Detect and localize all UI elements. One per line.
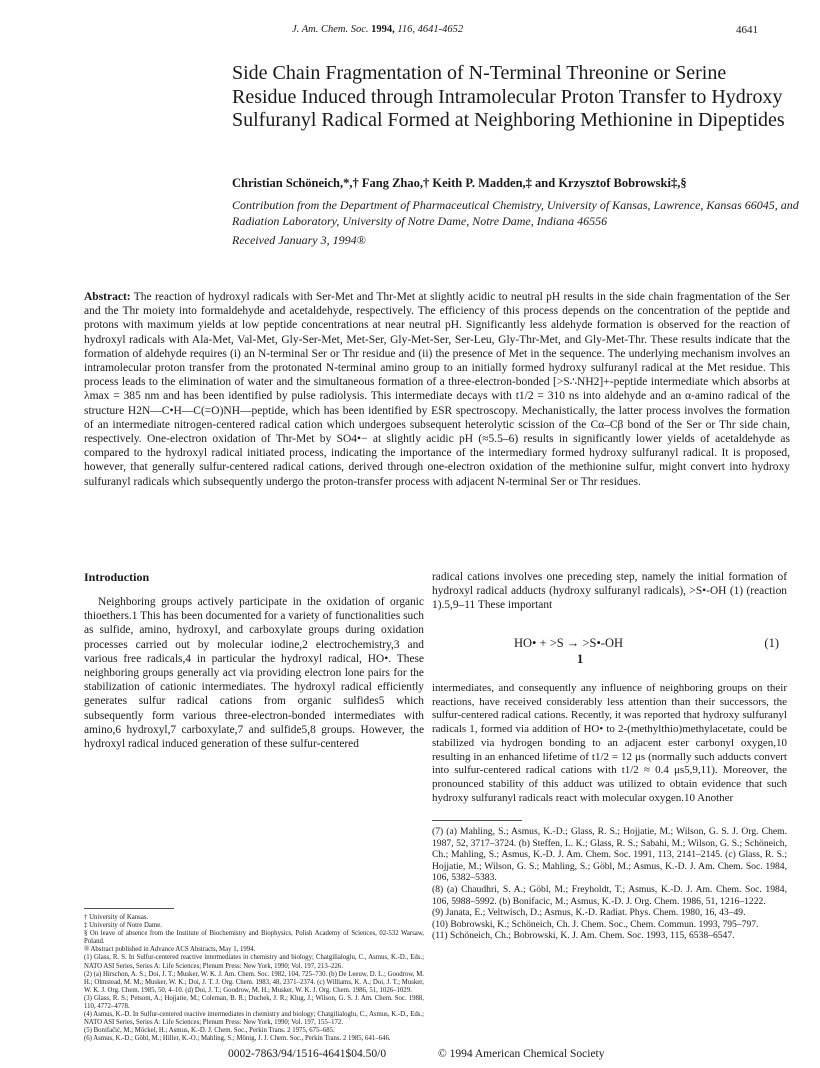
copyright-notice: © 1994 American Chemical Society bbox=[438, 1048, 605, 1060]
article-affiliation: Contribution from the Department of Pharmaceutical Chemistry, University of Kansas, Lawrence, Kansas 66045, and Radiation Laboratory, University of Notre Dame, Notre Dame, Indiana 46556 bbox=[232, 198, 799, 228]
footnote: (5) Bonifačić, M.; Möckel, H.; Asmus, K.-D. J. Chem. Soc., Perkin Trans. 2 1975, 675–685. bbox=[84, 1027, 335, 1035]
section-heading-introduction: Introduction bbox=[84, 570, 150, 584]
abstract-label: Abstract: bbox=[84, 291, 131, 303]
footnote: (1) Glass, R. S. In Sulfur-centered reactive intermediates in chemistry and biology; Chatgilialoglu, C., Asmus, K.-D., Eds.; NATO ASI Series, Series A: Life Sciences; Plenum Press: New York, 1990; Vol. 197, 213–226. bbox=[84, 954, 424, 970]
footnote: (4) Asmus, K.-D. In Sulfur-centered reactive intermediates in chemistry and biology; Chatgilialoglu, C., Asmus, K.-D., Eds.; NATO ASI Series, Series A: Life Sciences; Plenum Press: New York, 1990; Vol. 197, 155–172. bbox=[84, 1011, 424, 1027]
equation-number: (1) bbox=[764, 636, 779, 650]
footnote: (11) Schöneich, Ch.; Bobrowski, K. J. Am. Chem. Soc. 1993, 115, 6538–6547. bbox=[432, 930, 735, 942]
footnotes-left bbox=[84, 914, 424, 1044]
journal-year: 1994, bbox=[371, 24, 395, 35]
footnote: (2) (a) Hirschon, A. S.; Doi, J. T.; Musker, W. K. J. Am. Chem. Soc. 1982, 104, 725–730. (b) De Leeuw, D. L.; Goodrow, M. H.; Olmstead, M. M.; Musker, W. K.; Doi, J. T. J. Org. Chem. 1983, 48, 2371–2374. (c) Williams, K. A.; Doi, J. T.; Musker, W. K. J. Org. Chem. 1985, 50, 4–10. (d) Doi, J. T.; Goodrow, M. H.; Musker, W. K. J. Org. Chem. 1986, 51, 1026–1029. bbox=[84, 970, 424, 994]
running-head bbox=[0, 0, 820, 40]
page-number: 4641 bbox=[736, 24, 758, 36]
footnotes-right bbox=[432, 826, 787, 942]
journal-citation bbox=[292, 24, 463, 35]
abstract-text: The reaction of hydroxyl radicals with Ser-Met and Thr-Met at slightly acidic to neutral pH results in the side chain fragmentation of the Ser and the Thr moiety into formaldehyde and acetaldehyde, respectively. The efficiency of this process depends on the concentration of the peptide and protons with maximum yields at low peptide concentrations at near neutral pH. Significantly less aldehyde formation is observed for the reaction of hydroxyl radicals with Ala-Met, Val-Met, Gly-Ser-Met, Met-Ser, Gly-Met-Ser, Ser-Leu, Gly-Thr-Met, and Gly-Met-Thr. These results indicate that the formation of aldehyde requires (i) an N-terminal Ser or Thr residue and (ii) the presence of Met in the sequence. The underlying mechanism involves an intramolecular proton transfer from the protonated N-terminal amino group to an initially formed hydroxy sulfuranyl radical at the Met residue. This process leads to the elimination of water and the simultaneous formation of a three-electron-bonded [>S∴NH2]+-peptide intermediate which absorbs at λmax = 385 nm and has been identified by pulse radiolysis. This intermediate decays with t1/2 = 310 ns into aldehyde and an α-amino radical of the structure H2N—C•H—C(=O)NH—peptide, which has been identified by ESR spectroscopy. Mechanistically, the latter process involves the formation of an intermediate nitrogen-centered radical cation which undergoes subsequent heterolytic scission of the Cα–Cβ bond of the Ser or Thr side chain, respectively. One-electron oxidation of Thr-Met by SO4•− at slightly acidic pH (≈5.5–6) results in significantly lower yields of acetaldehyde as compared to the hydroxyl radical initiated process, indicating the importance of the intermediary formed hydroxy sulfuranyl radical. It is proposed, however, that generally sulfur-centered radical cations, derived through one-electron oxidation of the methionine sulfur, might convert into hydroxy sulfuranyl radicals which subsequently undergo the proton-transfer process with adjacent N-terminal Ser or Thr residues. bbox=[84, 291, 790, 488]
footnote: † University of Kansas. bbox=[84, 914, 149, 921]
footnote: (9) Janata, E.; Veltwisch, D.; Asmus, K.-D. Radiat. Phys. Chem. 1980, 16, 43–49. bbox=[432, 907, 746, 919]
introduction-left-column: Neighboring groups actively participate in the oxidation of organic thioethers.1 This has been documented for a variety of functionalities such as sulfide, amino, hydroxyl, and carboxylate groups during oxidation processes carried out by molecular iodine,2 electrochemistry,3 and various free radicals,4 in particular the hydroxyl radical, HO•. These neighboring groups generally act via providing electron lone pairs for the stabilization of cationic intermediates. The hydroxyl radical efficiently generates sulfur radical cations from organic sulfides5 which subsequently form various three-electron-bonded intermediates with amino,6 hydroxyl,7 carboxylate,7 and sulfide5,8 groups. However, the hydroxyl radical induced generation of these sulfur-centered bbox=[84, 596, 424, 751]
footnote: (10) Bobrowski, K.; Schöneich, Ch. J. Chem. Soc., Chem. Commun. 1993, 795–797. bbox=[432, 918, 759, 930]
abstract bbox=[84, 290, 790, 489]
journal-name: J. Am. Chem. Soc. bbox=[292, 24, 369, 35]
article-authors: Christian Schöneich,*,† Fang Zhao,† Keith P. Madden,‡ and Krzysztof Bobrowski‡,§ bbox=[232, 176, 687, 190]
received-date: Received January 3, 1994® bbox=[232, 233, 366, 247]
article-title: Side Chain Fragmentation of N-Terminal Threonine or Serine Residue Induced through Intramolecular Proton Transfer to Hydroxy Sulfuranyl Radical Formed at Neighboring Methionine in Dipeptides bbox=[232, 62, 785, 131]
footnote-divider-right bbox=[432, 820, 522, 821]
footnote: (6) Asmus, K.-D.; Göbl, M.; Hiller, K.-O.; Mahling, S.; Mönig, J. J. Chem. Soc., Perkin Trans. 2 1985, 641–646. bbox=[84, 1035, 391, 1043]
footnote: (3) Glass, R. S.; Petsom, A.; Hojjatie, M.; Coleman, B. R.; Duchek, J. R.; Klug, J.; Wilson, G. S. J. Am. Chem. Soc. 1988, 110, 4772–4778. bbox=[84, 994, 424, 1011]
footnote-divider-left bbox=[84, 908, 174, 909]
footnote: (7) (a) Mahling, S.; Asmus, K.-D.; Glass, R. S.; Hojjatie, M.; Wilson, G. S. J. Org. Chem. 1987, 52, 3717–3724. (b) Steffen, L. K.; Glass, R. S.; Sabahi, M.; Wilson, G. S.; Schöneich, Ch.; Mahling, S.; Asmus, K.-D. J. Am. Chem. Soc. 1991, 113, 2141–2145. (c) Glass, R. S.; Hojjatie, M.; Wilson, G. S.; Mahling, S.; Göbl, M.; Asmus, K.-D. J. Am. Chem. Soc. 1984, 106, 5382–5383. bbox=[432, 826, 787, 884]
equation-text: HO• + >S → >S•-OH bbox=[514, 636, 624, 650]
footnote: ‡ University of Notre Dame. bbox=[84, 922, 162, 930]
footnote: ® Abstract published in Advance ACS Abstracts, May 1, 1994. bbox=[84, 946, 256, 954]
equation-compound-label: 1 bbox=[577, 652, 584, 666]
introduction-right-column-top: radical cations involves one preceding step, namely the initial formation of hydroxyl radical adducts (hydroxy sulfuranyl radicals), >S•-OH (1) (reaction 1).5,9–11 These important bbox=[432, 571, 787, 612]
introduction-right-column-body: intermediates, and consequently any influence of neighboring groups on their reactions, have received considerably less attention than their successors, the sulfur-centered radical cations. Recently, it was reported that hydroxy sulfuranyl radicals 1, formed via addition of HO• to 2-(methylthio)methylacetate, could be stabilized via hydrogen bonding to an adjacent ester carbonyl oxygen,10 resulting in an enhanced lifetime of t1/2 = 12 μs (normally such adducts convert into sulfur-centered radical cations with t1/2 ≈ 0.4 μs5,9,11). Moreover, the pronounced stability of this adduct was utilized to obtain evidence that such hydroxy sulfuranyl radicals react with molecular oxygen.10 Another bbox=[432, 682, 787, 804]
journal-pages: 4641-4652 bbox=[417, 24, 464, 35]
issn-code: 0002-7863/94/1516-4641$04.50/0 bbox=[228, 1048, 387, 1060]
journal-volume: 116, bbox=[397, 24, 415, 35]
reaction-equation bbox=[432, 636, 787, 674]
footnote: § On leave of absence from the Institute of Biochemistry and Biophysics, Polish Academy of Sciences, 02-532 Warsaw, Poland. bbox=[84, 930, 424, 946]
footnote: (8) (a) Chaudhri, S. A.; Göbl, M.; Freyholdt, T.; Asmus, K.-D. J. Am. Chem. Soc. 1984, 106, 5988–5992. (b) Bonifacic, M.; Asmus, K.-D. J. Org. Chem. 1986, 51, 1216–1222. bbox=[432, 883, 787, 907]
